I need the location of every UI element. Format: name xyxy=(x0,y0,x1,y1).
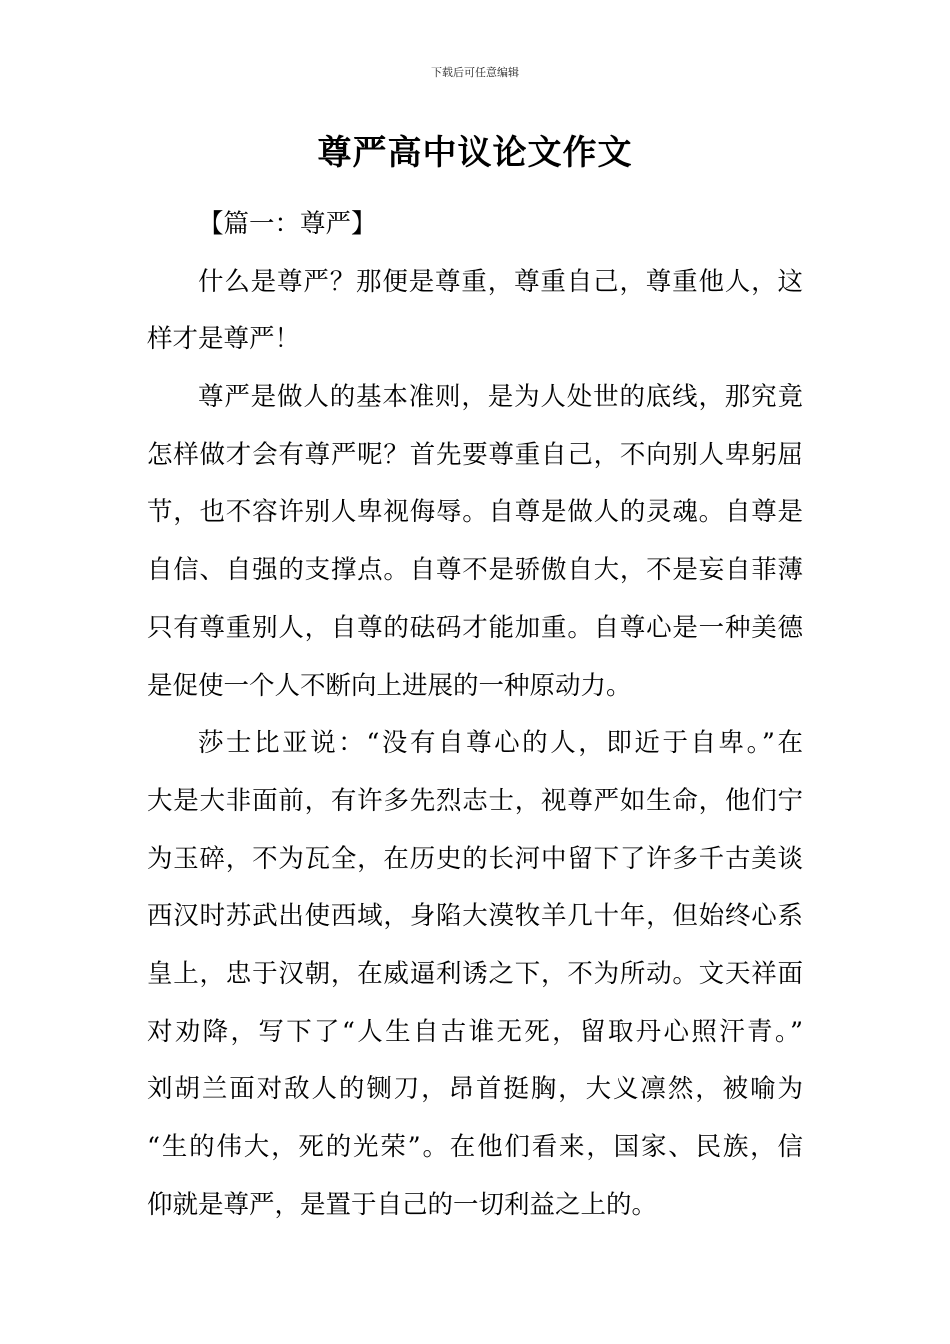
section-heading: 【篇一：尊严】 xyxy=(198,209,377,239)
text-line: 莎士比亚说：“没有自尊心的人，即近于自卑。”在 xyxy=(198,728,803,759)
text-line: 只有尊重别人，自尊的砝码才能加重。自尊心是一种美德 xyxy=(147,612,803,643)
text-line: 怎样做才会有尊严呢？首先要尊重自己，不向别人卑躬屈 xyxy=(147,439,803,470)
text-line: 尊严是做人的基本准则，是为人处世的底线，那究竟 xyxy=(198,382,803,413)
text-line: 什么是尊严？那便是尊重，尊重自己，尊重他人，这 xyxy=(198,266,803,297)
text-line: 仰就是尊严，是置于自己的一切利益之上的。 xyxy=(147,1189,658,1220)
text-line: “生的伟大，死的光荣”。在他们看来，国家、民族，信 xyxy=(147,1132,803,1162)
text-line: 刘胡兰面对敌人的铡刀，昂首挺胸，大义凛然，被喻为 xyxy=(147,1074,803,1105)
text-line: 大是大非面前，有许多先烈志士，视尊严如生命，他们宁 xyxy=(147,785,803,816)
text-line: 为玉碎，不为瓦全，在历史的长河中留下了许多千古美谈 xyxy=(147,843,803,874)
document-title: 尊严高中议论文作文 xyxy=(317,133,633,173)
text-line: 对劝降，写下了“人生自古谁无死，留取丹心照汗青。” xyxy=(147,1016,803,1047)
header-note: 下载后可任意编辑 xyxy=(431,66,519,79)
text-line: 节，也不容许别人卑视侮辱。自尊是做人的灵魂。自尊是 xyxy=(147,497,803,528)
text-line: 自信、自强的支撑点。自尊不是骄傲自大，不是妄自菲薄 xyxy=(147,555,803,586)
text-line: 皇上，忠于汉朝，在威逼利诱之下，不为所动。文天祥面 xyxy=(147,958,803,989)
text-line: 样才是尊严！ xyxy=(147,324,301,355)
text-line: 西汉时苏武出使西域，身陷大漠牧羊几十年，但始终心系 xyxy=(147,901,803,932)
text-line: 是促使一个人不断向上进展的一种原动力。 xyxy=(147,670,632,701)
document-body xyxy=(147,196,803,1234)
